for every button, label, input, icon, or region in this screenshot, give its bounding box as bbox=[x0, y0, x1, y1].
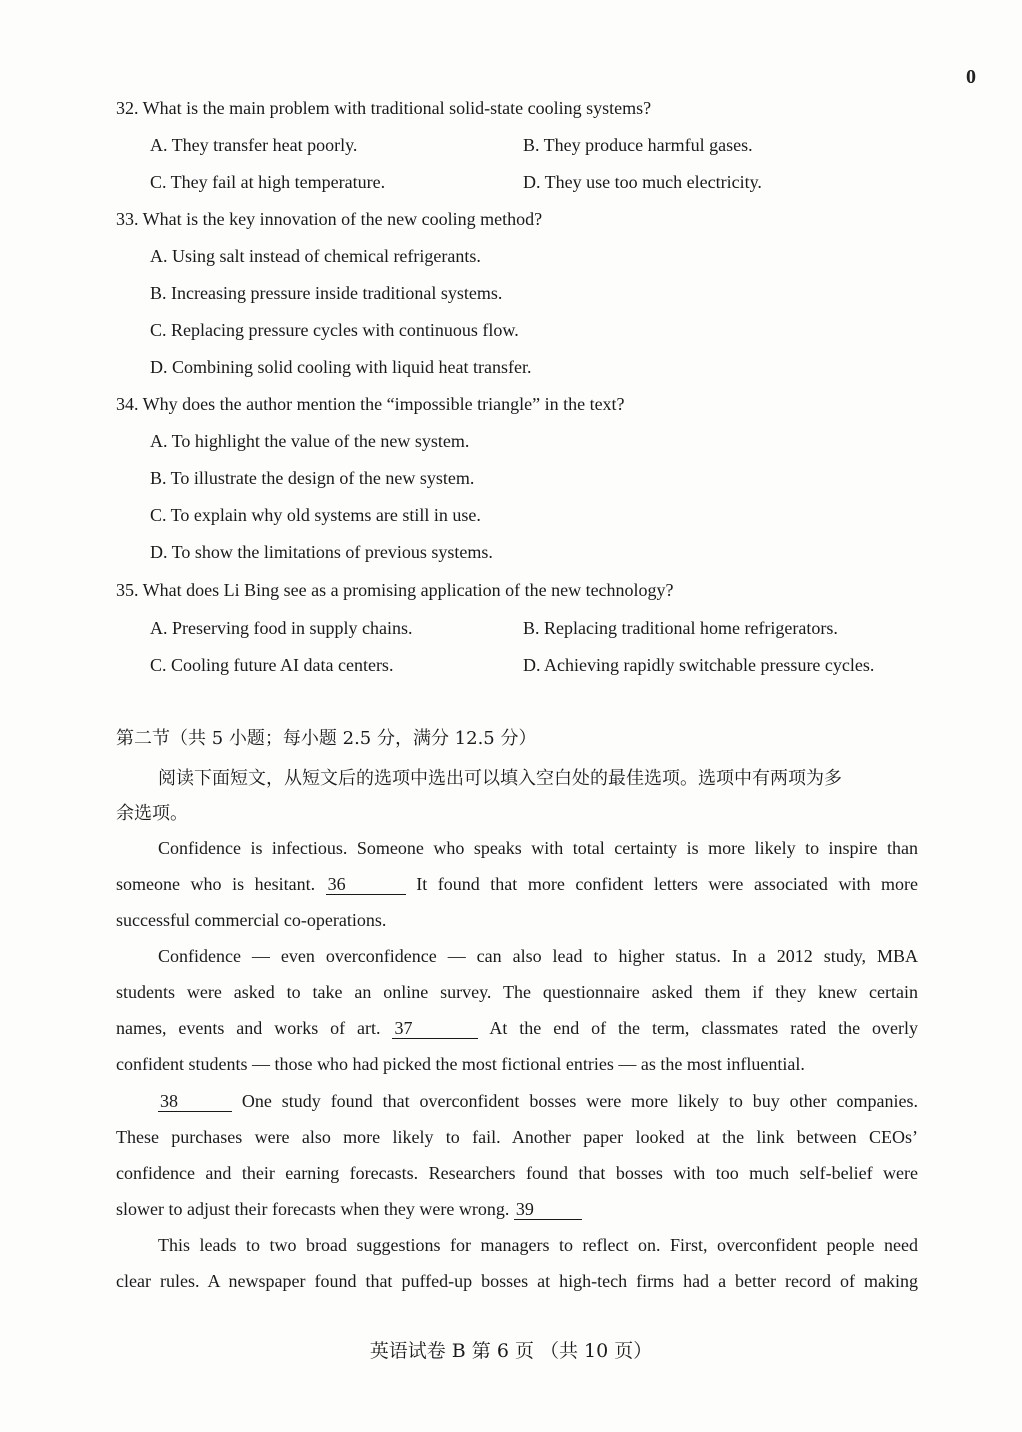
blank-38: 38 bbox=[158, 1091, 232, 1112]
page-footer: 英语试卷 B 第 6 页 （共 10 页） bbox=[369, 1340, 653, 1362]
question-35-option-a: A. Preserving food in supply chains. bbox=[150, 618, 413, 638]
passage-p2-line-3-post: At the end of the term, classmates rated the overly bbox=[489, 1018, 919, 1038]
passage-p2-line-3 bbox=[116, 1016, 918, 1040]
section-two-instruction-line-2: 余选项。 bbox=[116, 803, 188, 824]
question-35-stem: 35. What does Li Bing see as a promising application of the new technology? bbox=[116, 580, 674, 600]
blank-36: 36 bbox=[326, 874, 406, 895]
blank-39: 39 bbox=[514, 1199, 582, 1220]
question-33-option-d: D. Combining solid cooling with liquid heat transfer. bbox=[150, 357, 532, 377]
question-35-option-d: D. Achieving rapidly switchable pressure cycles. bbox=[523, 655, 875, 675]
question-33-option-b: B. Increasing pressure inside traditional systems. bbox=[150, 283, 503, 303]
passage-p4-line-2: clear rules. A newspaper found that puffed-up bosses at high-tech firms had a better record of making bbox=[116, 1271, 918, 1291]
question-33-option-a: A. Using salt instead of chemical refrigerants. bbox=[150, 246, 481, 266]
question-34-stem: 34. Why does the author mention the “impossible triangle” in the text? bbox=[116, 394, 625, 414]
passage-p3-line-2: These purchases were also more likely to fail. Another paper looked at the link between CEOs’ bbox=[116, 1127, 918, 1147]
question-34-option-a: A. To highlight the value of the new system. bbox=[150, 431, 470, 451]
question-33-option-c: C. Replacing pressure cycles with continuous flow. bbox=[150, 320, 519, 340]
section-two-instruction-line-1: 阅读下面短文，从短文后的选项中选出可以填入空白处的最佳选项。选项中有两项为多 bbox=[158, 768, 842, 789]
question-32-option-a: A. They transfer heat poorly. bbox=[150, 135, 358, 155]
question-32-stem: 32. What is the main problem with traditional solid-state cooling systems? bbox=[116, 98, 652, 118]
passage-p2-line-3-pre: names, events and works of art. bbox=[116, 1018, 381, 1038]
passage-p1-line-1: Confidence is infectious. Someone who speaks with total certainty is more likely to inspire than bbox=[158, 838, 918, 858]
section-two-heading: 第二节（共 5 小题；每小题 2.5 分，满分 12.5 分） bbox=[116, 728, 537, 749]
question-35-option-b: B. Replacing traditional home refrigerators. bbox=[523, 618, 838, 638]
passage-p3-line-4 bbox=[116, 1197, 918, 1221]
question-35-option-c: C. Cooling future AI data centers. bbox=[150, 655, 394, 675]
passage-p1-line-2-post: It found that more confident letters were associated with more bbox=[416, 874, 918, 894]
passage-p3-line-3: confidence and their earning forecasts. Researchers found that bosses with too much self-belief were bbox=[116, 1163, 918, 1183]
blank-37: 37 bbox=[392, 1018, 478, 1039]
passage-p3-line-1 bbox=[158, 1089, 918, 1113]
question-32-option-d: D. They use too much electricity. bbox=[523, 172, 762, 192]
question-32-option-b: B. They produce harmful gases. bbox=[523, 135, 753, 155]
passage-p2-line-1: Confidence — even overconfidence — can also lead to higher status. In a 2012 study, MBA bbox=[158, 946, 918, 966]
passage-p1-line-3: successful commercial co-operations. bbox=[116, 910, 387, 930]
question-34-option-c: C. To explain why old systems are still in use. bbox=[150, 505, 481, 525]
passage-p1-line-2-pre: someone who is hesitant. bbox=[116, 874, 316, 894]
passage-p2-line-2: students were asked to take an online survey. The questionnaire asked them if they knew certain bbox=[116, 982, 918, 1002]
question-34-option-d: D. To show the limitations of previous systems. bbox=[150, 542, 493, 562]
passage-p1-line-2 bbox=[116, 872, 918, 896]
passage-p4-line-1: This leads to two broad suggestions for managers to reflect on. First, overconfident people need bbox=[158, 1235, 918, 1255]
passage-p3-line-1-post: One study found that overconfident bosses were more likely to buy other companies. bbox=[241, 1091, 919, 1111]
question-32-option-c: C. They fail at high temperature. bbox=[150, 172, 386, 192]
passage-p2-line-4: confident students — those who had picked the most fictional entries — as the most influential. bbox=[116, 1054, 805, 1074]
question-34-option-b: B. To illustrate the design of the new system. bbox=[150, 468, 475, 488]
question-33-stem: 33. What is the key innovation of the new cooling method? bbox=[116, 209, 543, 229]
page-corner-mark: 0 bbox=[966, 66, 976, 88]
passage-p3-line-4-pre: slower to adjust their forecasts when they were wrong. bbox=[116, 1199, 510, 1219]
